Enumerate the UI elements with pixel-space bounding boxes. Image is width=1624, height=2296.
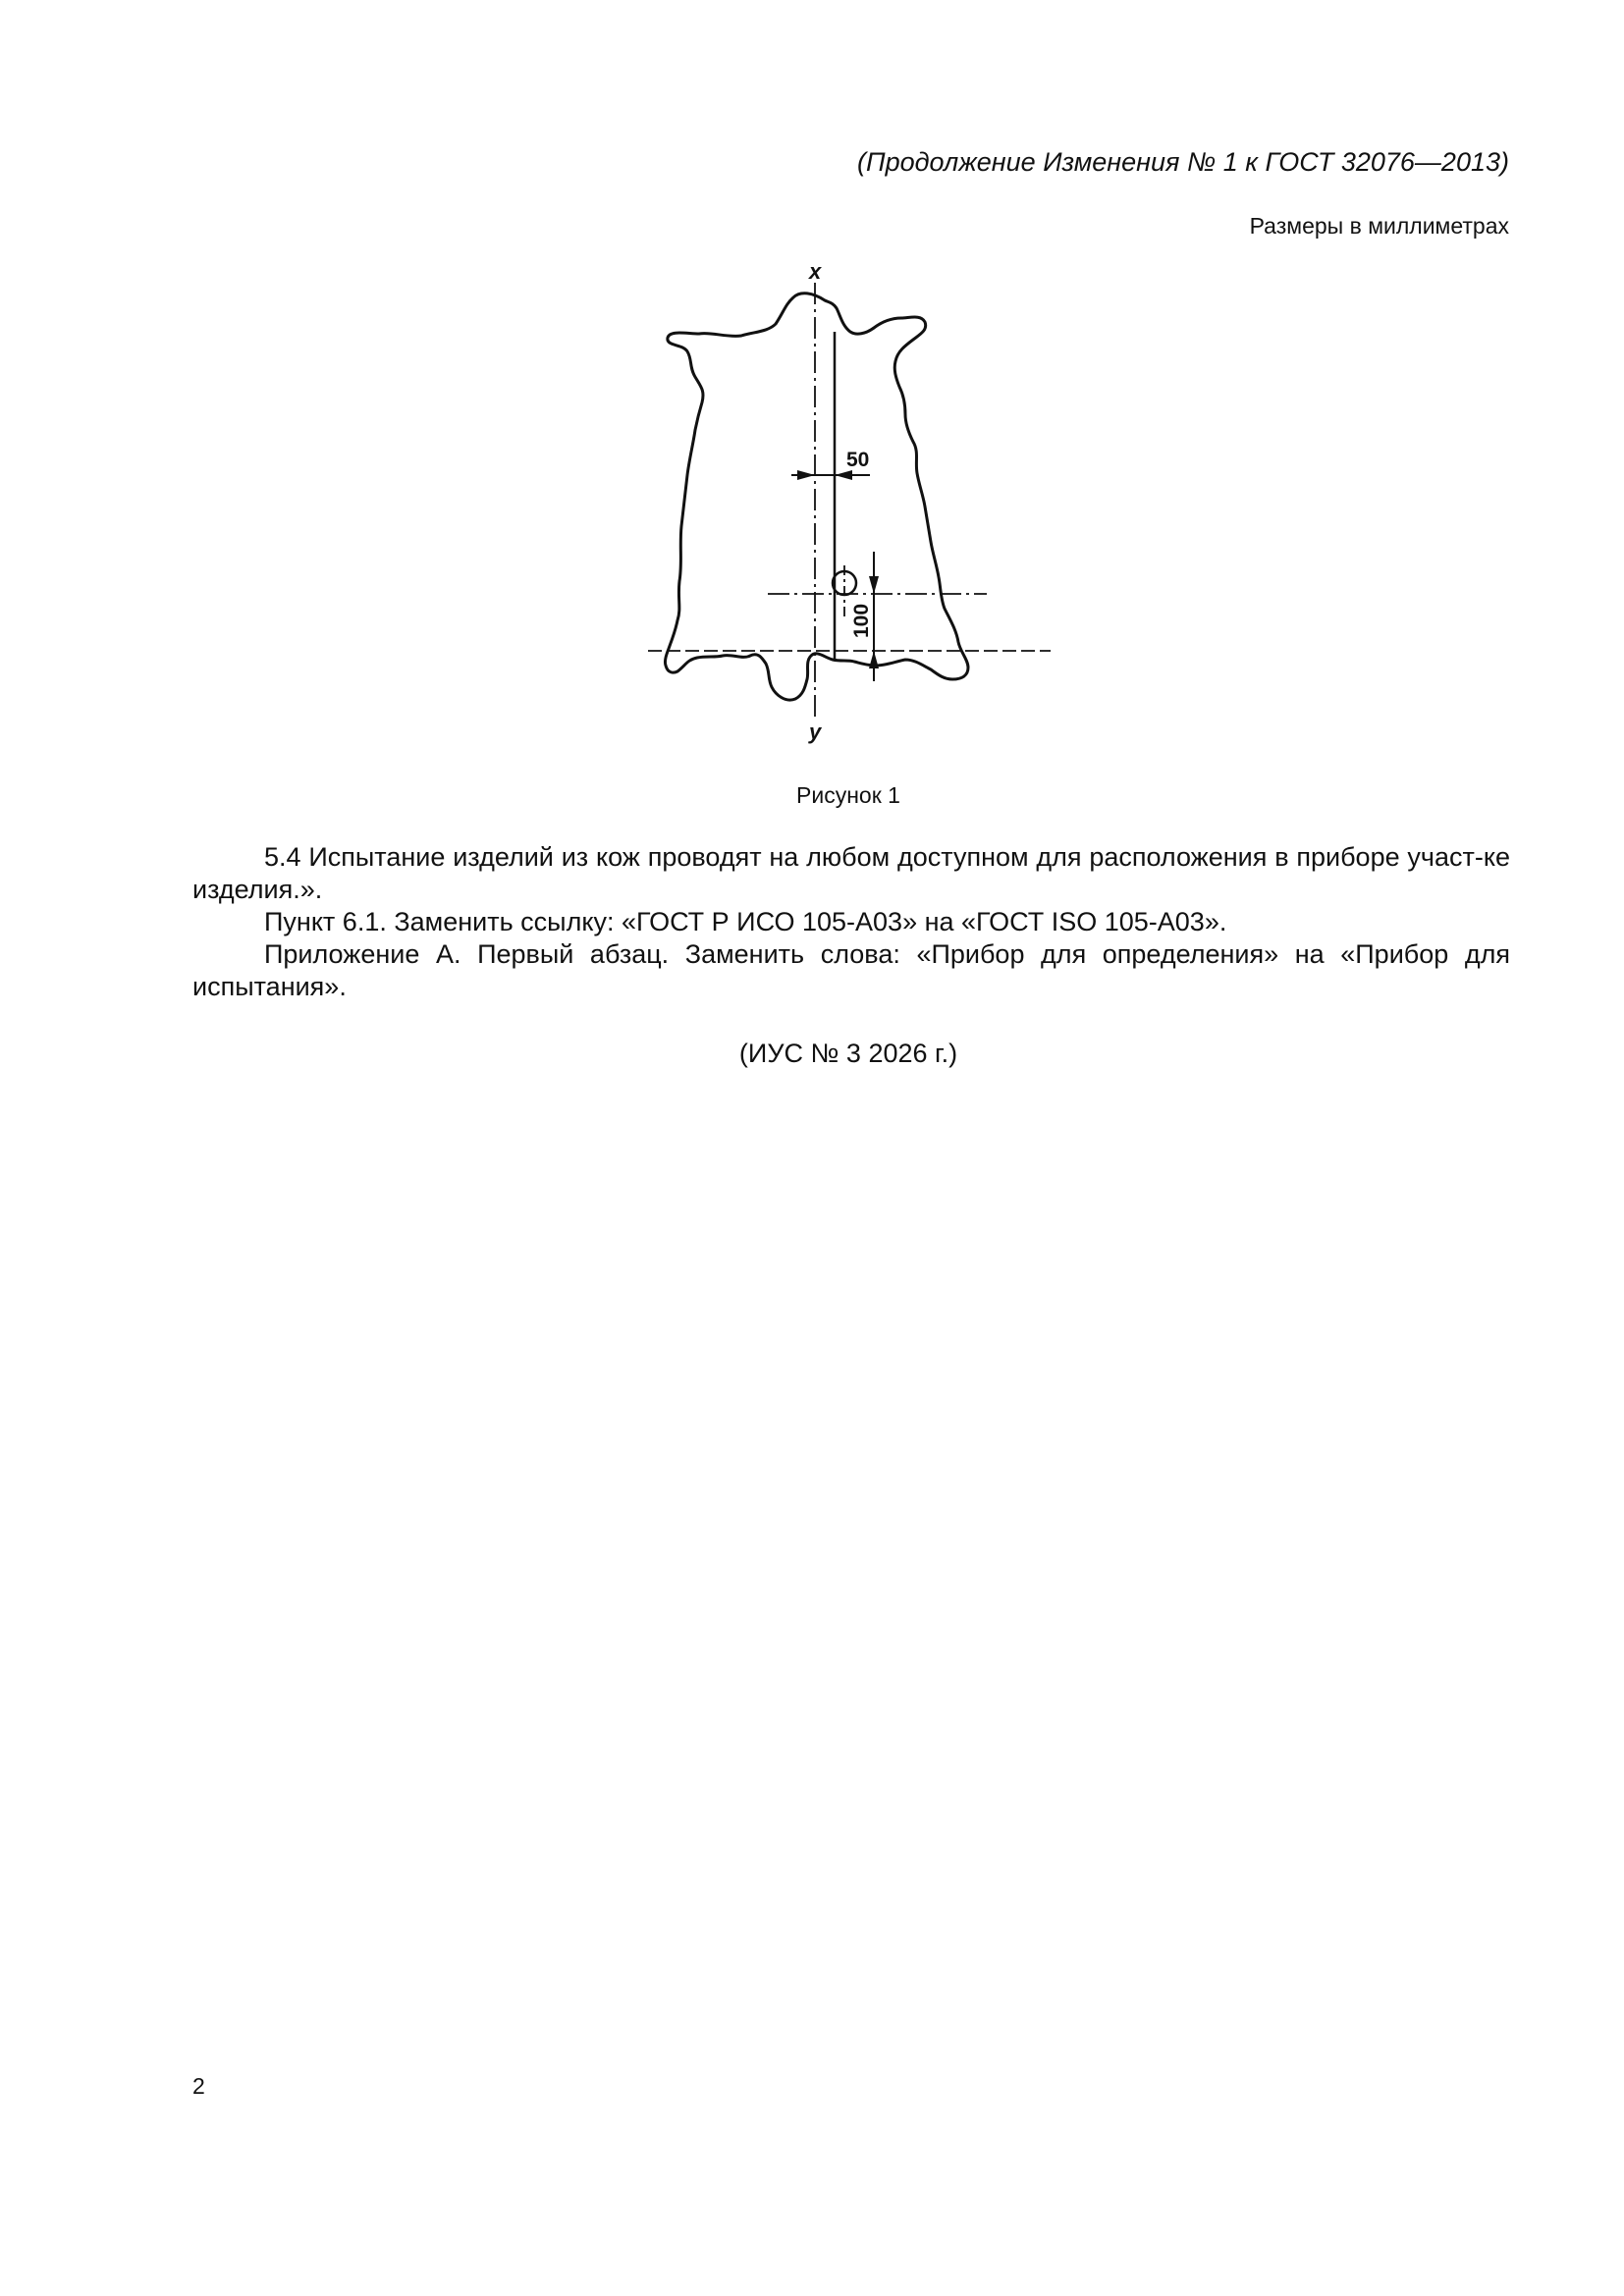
axis-label-y: y [809,720,822,744]
dim-100-arrow-top [869,576,879,594]
dim-50-label: 50 [846,449,870,471]
paragraph: Пункт 6.1. Заменить ссылку: «ГОСТ Р ИСО 105-А03» на «ГОСТ ISO 105-А03». [264,907,1227,936]
dim-50-arrow-right [835,470,852,480]
dim-100-label: 100 [850,603,873,638]
units-note: Размеры в миллиметрах [1249,213,1509,239]
hide-outline [665,294,968,700]
paragraph: 5.4 Испытание изделий из кож проводят на любом доступном для расположения в приборе участ-ке изделия.». [192,842,1510,904]
paragraph: Приложение А. Первый абзац. Заменить слова: «Прибор для определения» на «Прибор для испытания». [192,939,1510,1001]
hide-diagram [628,253,1070,744]
figure-caption: Рисунок 1 [796,782,900,808]
dim-50-arrow-left [797,470,815,480]
continuation-header: (Продолжение Изменения № 1 к ГОСТ 32076—2013) [857,147,1509,177]
body-text [192,841,1510,1003]
issue-note: (ИУС № 3 2026 г.) [738,1039,958,1068]
page-number: 2 [192,2073,205,2099]
axis-label-x: x [809,259,822,284]
figure-hide-outline [628,253,1070,744]
dim-100-arrow-bottom [869,651,879,668]
